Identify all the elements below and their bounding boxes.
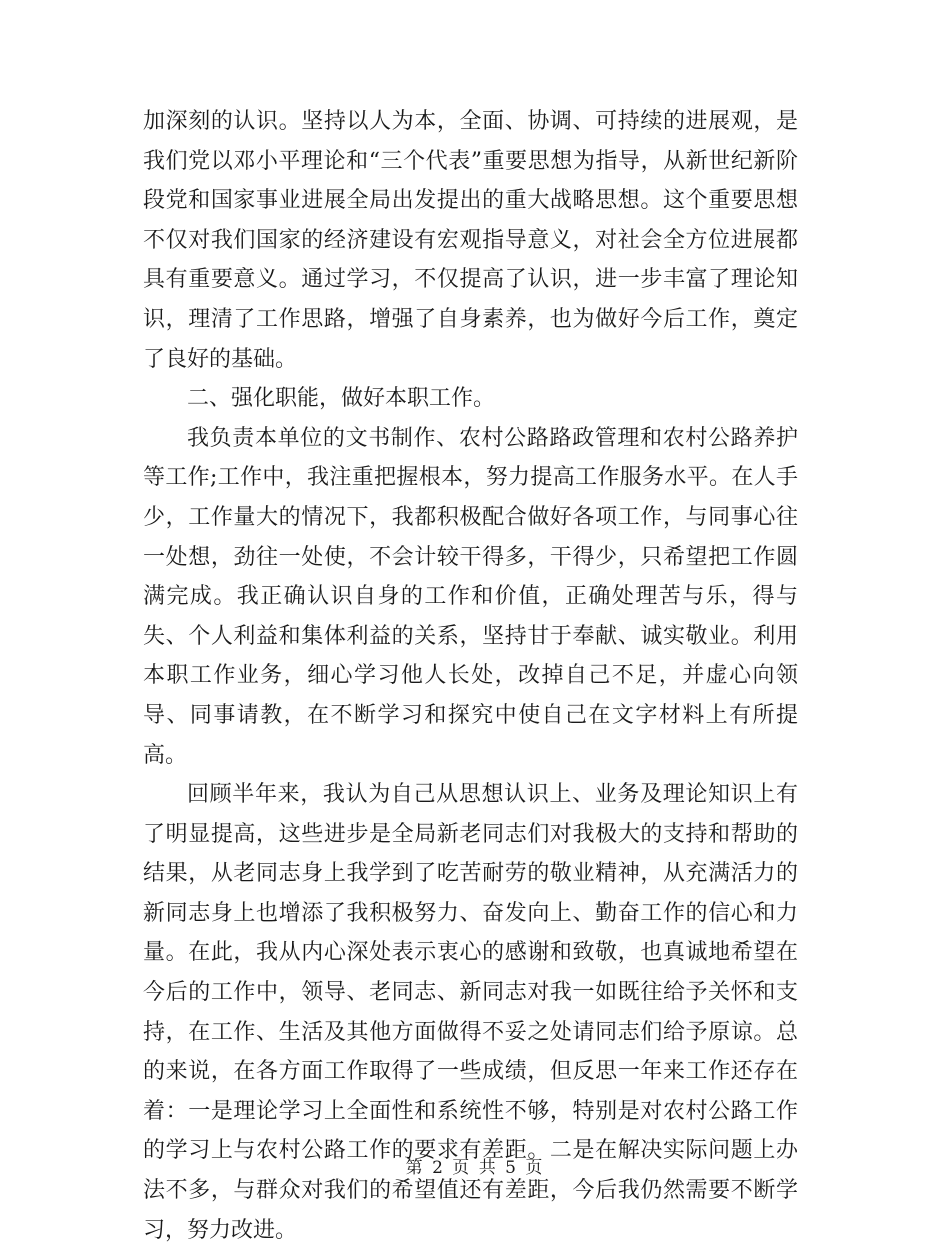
page-number-footer: 第 2 页 共 5 页 [405, 1158, 545, 1178]
paragraph-continuation: 加深刻的认识。坚持以人为本，全面、协调、可持续的进展观，是我们党以邓小平理论和“三个代表”重要思想为指导，从新世纪新阶段党和国家事业进展全局出发提出的重大战略思想。这个重要思想不仅对我们国家的经济建设有宏观指导意义，对社会全方位进展都具有重要意义。通过学习，不仅提高了认识，进一步丰富了理论知识，理清了工作思路，增强了自身素养，也为做好今后工作，奠定了良好的基础。 [143, 109, 798, 372]
section-heading: 二、强化职能，做好本职工作。 [187, 386, 496, 412]
paragraph-review: 回顾半年来，我认为自己从思想认识上、业务及理论知识上有了明显提高，这些进步是全局新老同志们对我极大的支持和帮助的结果，从老同志身上我学到了吃苦耐劳的敬业精神，从充满活力的新同志身上也增添了我积极努力、奋发向上、勤奋工作的信心和力量。在此，我从内心深处表示衷心的感谢和致敬，也真诚地希望在今后的工作中，领导、老同志、新同志对我一如既往给予关怀和支持，在工作、生活及其他方面做得不妥之处请同志们给予原谅。总的来说，在各方面工作取得了一些成绩，但反思一年来工作还存在着：一是理论学习上全面性和系统性不够，特别是对农村公路工作的学习上与农村公路工作的要求有差距。二是在解决实际问题上办法不多，与群众对我们的希望值还有差距，今后我仍然需要不断学习，努力改进。 [143, 782, 798, 1243]
document-body [143, 102, 798, 1250]
paragraph-duties: 我负责本单位的文书制作、农村公路路政管理和农村公路养护等工作;工作中，我注重把握根本，努力提高工作服务水平。在人手少，工作量大的情况下，我都积极配合做好各项工作，与同事心往一处想，劲往一处使，不会计较干得多，干得少，只希望把工作圆满完成。我正确认识自身的工作和价值，正确处理苦与乐，得与失、个人利益和集体利益的关系，坚持甘于奉献、诚实敬业。利用本职工作业务，细心学习他人长处，改掉自己不足，并虚心向领导、同事请教，在不断学习和探究中使自己在文字材料上有所提高。 [143, 425, 798, 768]
